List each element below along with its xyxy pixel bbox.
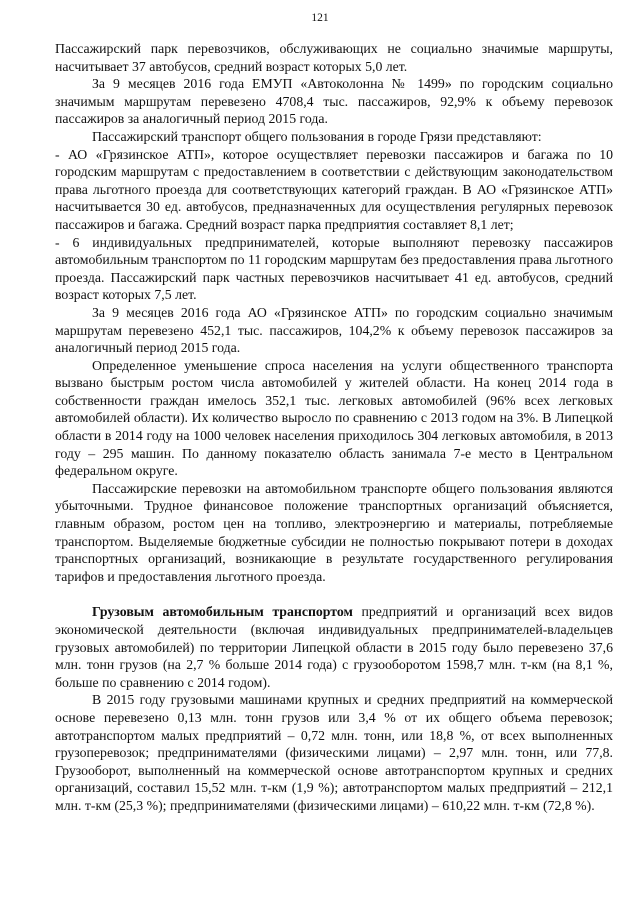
freight-lead-text: предприятий и организаций всех видов экономической деятельности (включая индивидуальных предпринимателей-владельцев грузовых автомобилей) по территории Липецкой области в 2015 году было перевезено 37,6 млн. тонн грузов (на 2,7 % больше 2014 года) с грузооборотом 1598,7 млн. т-км (на 8,1 %, больше по сравнению с 2014 годом). (55, 604, 613, 690)
body-text (55, 40, 613, 815)
list-item: - АО «Грязинское АТП», которое осуществляет перевозки пассажиров и багажа по 10 городским маршрутам с предоставлением в соответствии с действующим законодательством права льготного проезда для соответствующих категорий граждан. В АО «Грязинское АТП» насчитывается 30 ед. автобусов, предназначенных для осуществления регулярных перевозок пассажиров и багажа. Средний возраст парка предприятия составляет 8,1 лет; (55, 146, 613, 232)
page-number: 121 (311, 12, 329, 24)
paragraph: В 2015 году грузовыми машинами крупных и средних предприятий на коммерческой основе перевезено 0,13 млн. тонн грузов или 3,4 % от их общего объема перевозок; автотранспортом малых предприятий – 0,72 млн. тонн, или 18,8 %, от всех выполненных грузоперевозок; предпринимателями (физическими лицами) – 2,97 млн. тонн, или 77,8. Грузооборот, выполненный на коммерческой основе автотранспортом крупных и средних организаций, составил 15,52 млн. т-км (1,9 %); автотранспортом малых предприятий – 212,1 млн. т-км (25,3 %); предпринимателями (физическими лицами) – 610,22 млн. т-км (72,8 %). (55, 692, 613, 813)
paragraph: За 9 месяцев 2016 года АО «Грязинское АТП» по городским социально значимым маршрутам перевезено 452,1 тыс. пассажиров, 104,2% к объему перевозок пассажиров за аналогичный период 2015 года. (55, 304, 613, 356)
paragraph: Пассажирский транспорт общего пользования в городе Грязи представляют: (92, 128, 542, 144)
paragraph: За 9 месяцев 2016 года ЕМУП «Автоколонна № 1499» по городским социально значимым маршрутам перевезено 4708,4 тыс. пассажиров, 92,9% к объему перевозок пассажиров за аналогичный период 2015 года. (55, 76, 613, 127)
paragraph: Пассажирские перевозки на автомобильном транспорте общего пользования являются убыточными. Трудное финансовое положение транспортных организаций объясняется, главным образом, ростом цен на топливо, электроэнергию и материалы, потребляемые транспортом. Выделяемые бюджетные субсидии не полностью покрывают потери в доходах транспортных организаций, возникающие в результате государственного регулирования тарифов и предоставления льготного проезда. (55, 480, 613, 584)
list-item: - 6 индивидуальных предпринимателей, которые выполняют перевозку пассажиров автомобильным транспортом по 11 городским маршрутам без предоставления права льготного проезда. Пассажирский парк частных перевозчиков насчитывает 41 ед. автобусов, средний возраст которых 7,5 лет. (55, 234, 614, 303)
section-gap (55, 585, 613, 603)
freight-paragraph (55, 603, 613, 691)
paragraph: Определенное уменьшение спроса населения на услуги общественного транспорта вызвано быстрым ростом числа автомобилей у жителей области. На конец 2014 года в собственности граждан имелось 352,1 тыс. легковых автомобилей (96% всех легковых автомобилей области). Их количество выросло по сравнению с 2013 годом на 3%. В Липецкой области в 2014 году на 1000 человек населения приходилось 304 легковых автомобиля, в 2013 году – 295 машин. По данному показателю область занимала 7-е место в Центральном федеральном округе. (55, 357, 613, 479)
freight-lead-bold: Грузовым автомобильным транспортом (92, 604, 353, 620)
paragraph: Пассажирский парк перевозчиков, обслуживающих не социально значимые маршруты, насчитывает 37 автобусов, средний возраст которых 5,0 лет. (55, 41, 613, 74)
